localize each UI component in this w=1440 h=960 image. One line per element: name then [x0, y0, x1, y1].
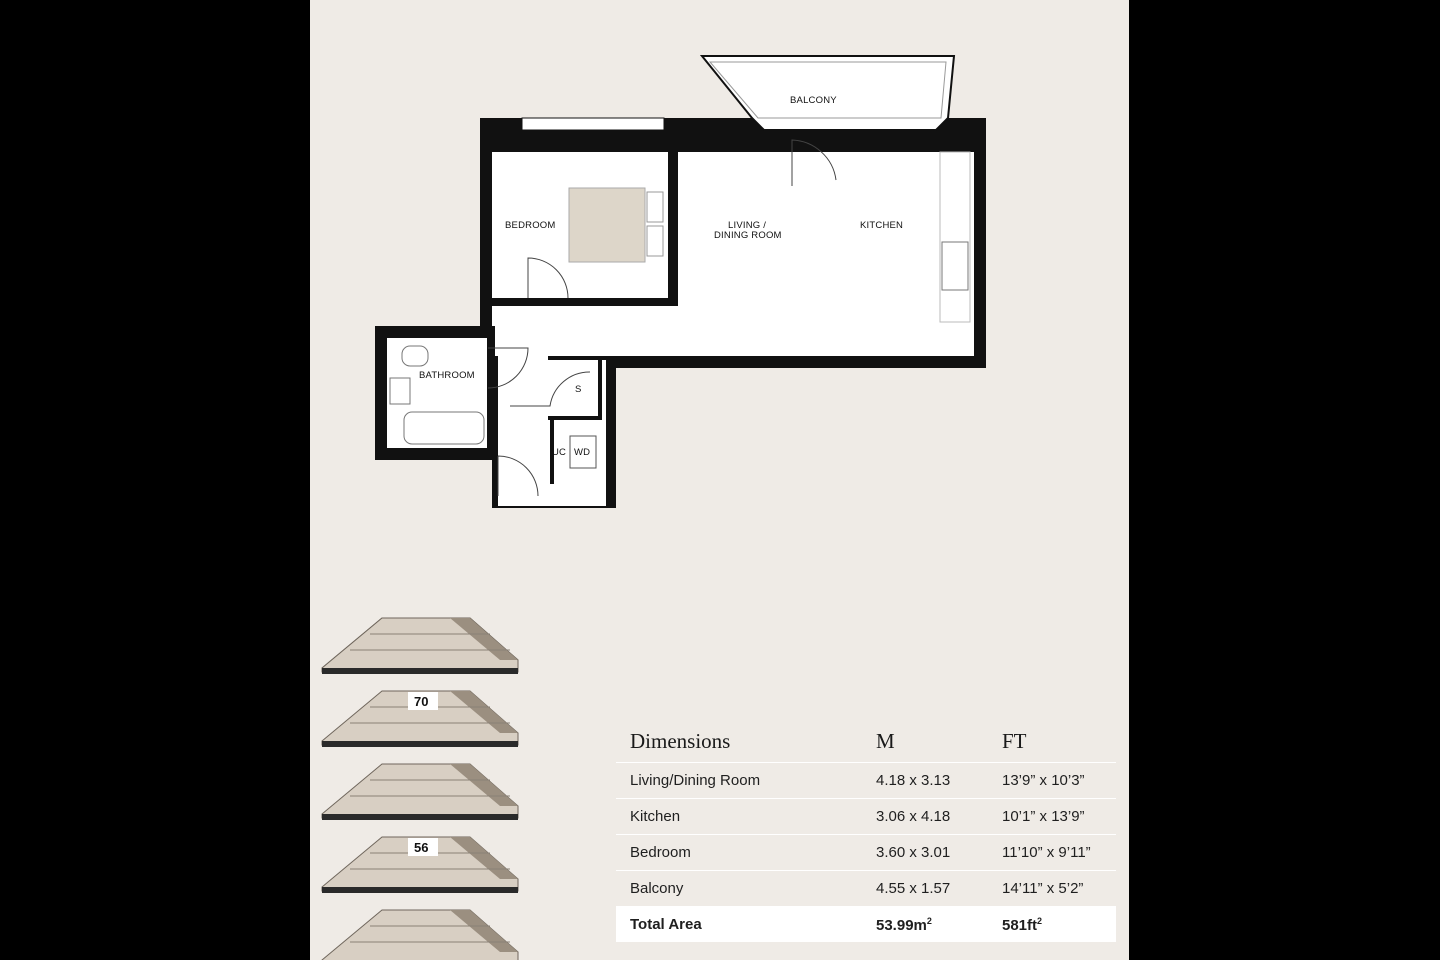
key-plan-level [322, 764, 518, 820]
bed [569, 188, 645, 262]
room-label-bathroom: BATHROOM [419, 370, 475, 381]
key-plan-level [322, 910, 518, 960]
total-imperial: $581ft^2$ [988, 907, 1116, 943]
room-label-living: LIVING / [728, 220, 767, 231]
kitchen-sink [942, 242, 968, 290]
key-plan-level [322, 618, 518, 674]
table-row [616, 871, 1116, 907]
row-metric: 4.55 x 1.57 [862, 871, 988, 907]
room-label-storage: S [575, 384, 582, 395]
col-metres: M [876, 728, 895, 753]
key-floor-label: 56 [414, 840, 429, 855]
sink [390, 378, 410, 404]
table-row [616, 835, 1116, 871]
bedside-table [647, 226, 663, 256]
bedside-table [647, 192, 663, 222]
room-label-balcony: BALCONY [790, 95, 837, 106]
row-room: Living/Dining Room [616, 763, 862, 799]
col-feet: FT [1002, 728, 1027, 753]
col-dimensions: Dimensions [630, 728, 731, 753]
row-room: Balcony [616, 871, 862, 907]
key-plans [310, 600, 550, 960]
row-room: Bedroom [616, 835, 862, 871]
row-metric: 4.18 x 3.13 [862, 763, 988, 799]
table-row [616, 763, 1116, 799]
kitchen-window-strip [940, 152, 970, 322]
room-label-wd: WD [574, 447, 591, 458]
key-floor-label: 70 [414, 694, 429, 709]
room-label-dining: DINING ROOM [714, 230, 782, 241]
row-imperial: 10’1” x 13’9” [988, 799, 1116, 835]
row-imperial: 13’9” x 10’3” [988, 763, 1116, 799]
row-metric: 3.06 x 4.18 [862, 799, 988, 835]
row-metric: 3.60 x 3.01 [862, 835, 988, 871]
room-label-kitchen: KITCHEN [860, 220, 904, 231]
bedroom-window [522, 118, 664, 130]
floor-plan-sheet [310, 0, 1129, 960]
room-label-uc: UC [552, 447, 567, 458]
row-imperial: 14’11” x 5’2” [988, 871, 1116, 907]
room-label-bedroom: BEDROOM [505, 220, 556, 231]
floor-plan [310, 0, 1129, 560]
table-row [616, 799, 1116, 835]
total-row [616, 907, 1116, 943]
dimensions-table [616, 722, 1116, 942]
total-label: Total Area [616, 907, 862, 943]
table-header [616, 722, 1116, 763]
total-metric: $53.99m^2$ [862, 907, 988, 943]
toilet [402, 346, 428, 366]
row-imperial: 11’10” x 9’11” [988, 835, 1116, 871]
bathtub [404, 412, 484, 444]
row-room: Kitchen [616, 799, 862, 835]
